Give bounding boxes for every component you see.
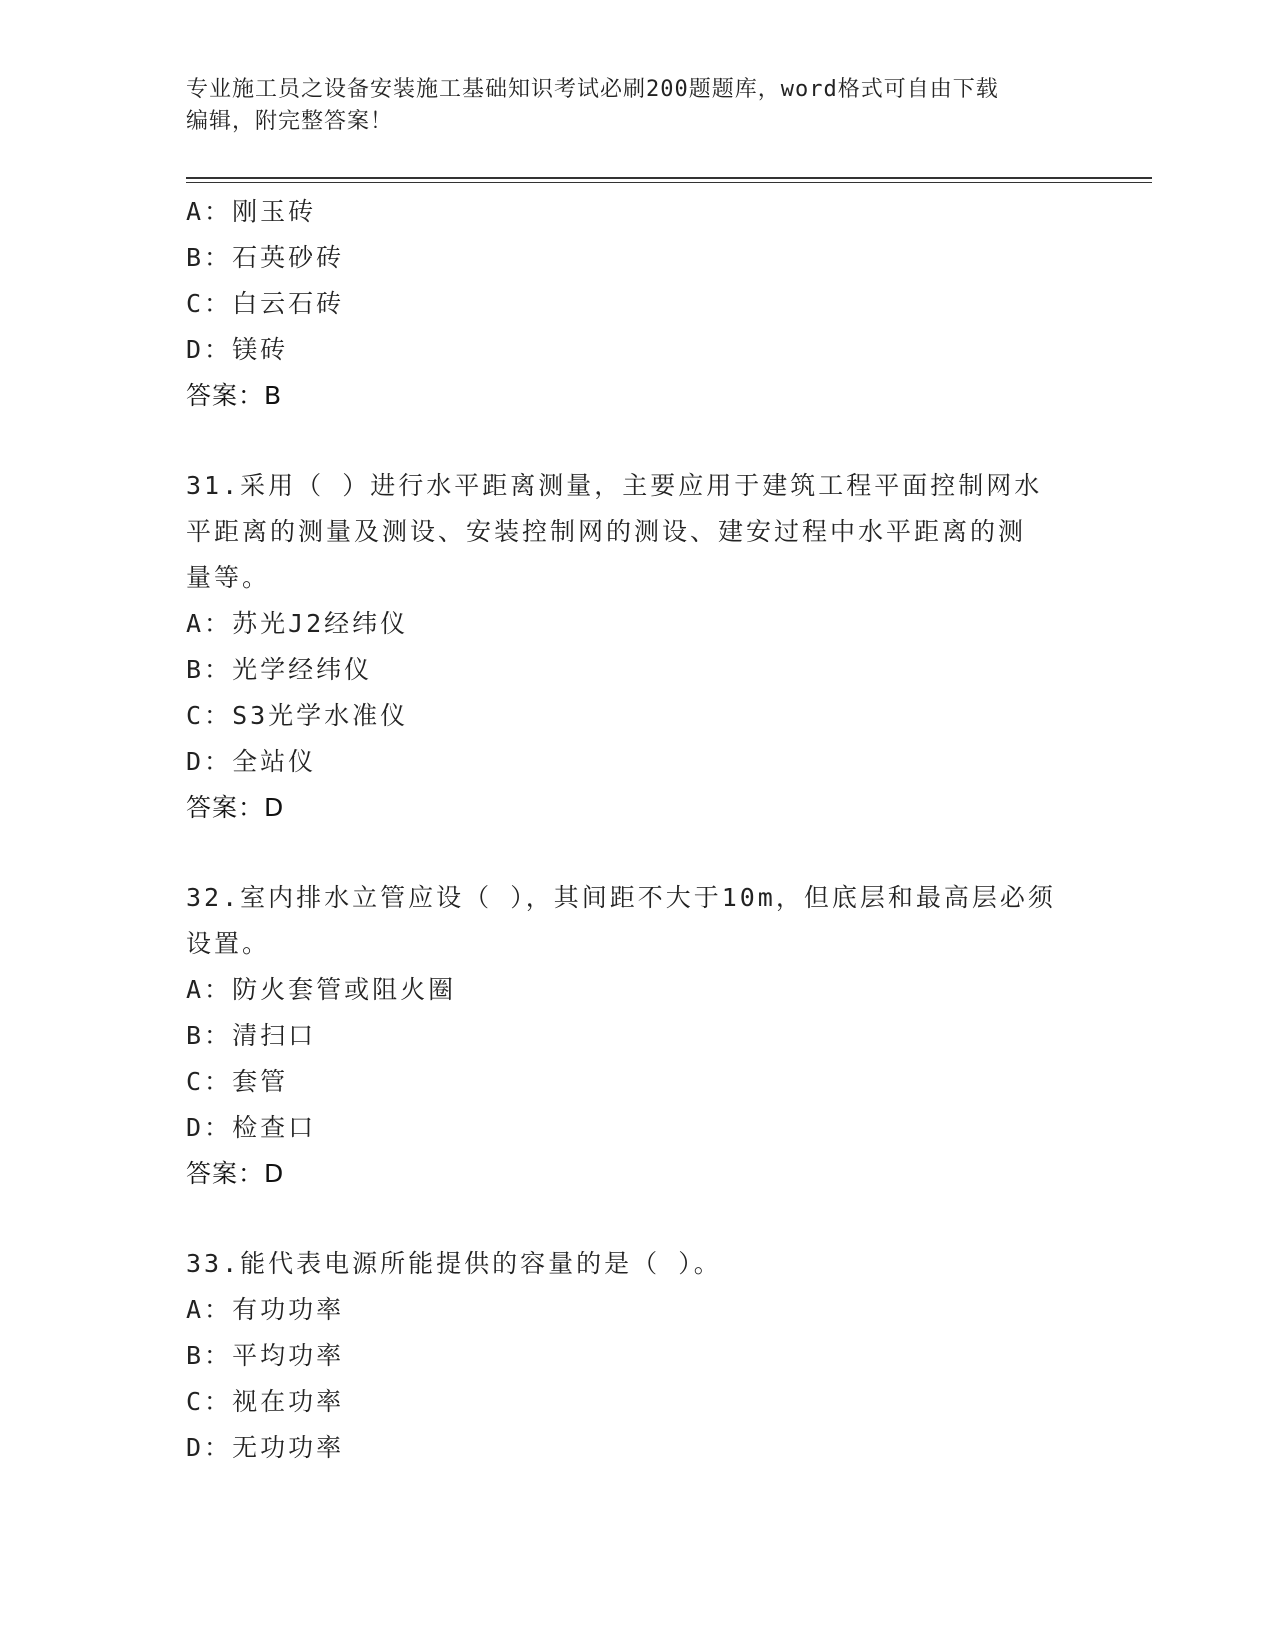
option-label: A： — [186, 609, 233, 638]
option-label: C： — [186, 701, 233, 730]
stem-line: 31.采用（ ）进行水平距离测量，主要应用于建筑工程平面控制网水 — [186, 471, 1043, 500]
option-text: 白云石砖 — [232, 289, 345, 318]
header-divider-thick — [186, 177, 1152, 179]
option-c — [186, 1059, 1086, 1105]
option-c — [186, 693, 1086, 739]
option-text: 苏光J2经纬仪 — [232, 609, 409, 638]
option-d — [186, 1425, 1086, 1471]
option-text: 无功功率 — [232, 1433, 345, 1462]
option-b — [186, 647, 1086, 693]
option-text: S3光学水准仪 — [232, 701, 409, 730]
stem-line: 设置。 — [186, 929, 271, 958]
option-a — [186, 601, 1086, 647]
option-text: 清扫口 — [232, 1021, 317, 1050]
option-b — [186, 1333, 1086, 1379]
header-divider-thin — [186, 182, 1152, 183]
option-label: D： — [186, 1113, 233, 1142]
option-text: 套管 — [232, 1067, 289, 1096]
option-text: 视在功率 — [232, 1387, 345, 1416]
option-a — [186, 189, 1086, 235]
option-label: C： — [186, 1387, 233, 1416]
option-label: B： — [186, 1021, 233, 1050]
option-text: 平均功率 — [232, 1341, 345, 1370]
option-label: C： — [186, 1067, 233, 1096]
question-block-33 — [186, 1241, 1086, 1471]
option-label: D： — [186, 747, 233, 776]
option-c — [186, 1379, 1086, 1425]
option-label: D： — [186, 1433, 233, 1462]
option-c — [186, 281, 1086, 327]
option-text: 全站仪 — [232, 747, 317, 776]
option-label: C： — [186, 289, 233, 318]
option-text: 镁砖 — [232, 335, 289, 364]
option-label: B： — [186, 243, 233, 272]
option-a — [186, 967, 1086, 1013]
question-block-31 — [186, 463, 1086, 831]
option-text: 检查口 — [232, 1113, 317, 1142]
question-stem — [186, 1241, 1086, 1287]
answer-line: 答案：B — [186, 381, 283, 410]
option-text: 防火套管或阻火圈 — [232, 975, 457, 1004]
option-label: B： — [186, 1341, 233, 1370]
stem-line: 33.能代表电源所能提供的容量的是（ ）。 — [186, 1249, 722, 1278]
option-label: A： — [186, 975, 233, 1004]
option-b — [186, 1013, 1086, 1059]
option-label: D： — [186, 335, 233, 364]
answer-line: 答案：D — [186, 1159, 285, 1188]
option-text: 刚玉砖 — [232, 197, 317, 226]
question-stem — [186, 875, 1086, 967]
option-text: 有功功率 — [232, 1295, 345, 1324]
question-block-32 — [186, 875, 1086, 1197]
question-stem — [186, 463, 1086, 601]
stem-line: 平距离的测量及测设、安装控制网的测设、建安过程中水平距离的测 — [186, 517, 1027, 546]
option-text: 光学经纬仪 — [232, 655, 373, 684]
answer-line: 答案：D — [186, 793, 285, 822]
document-header — [186, 74, 1086, 138]
option-text: 石英砂砖 — [232, 243, 345, 272]
question-block-prev — [186, 189, 1086, 419]
option-b — [186, 235, 1086, 281]
option-a — [186, 1287, 1086, 1333]
header-line-2: 编辑，附完整答案！ — [186, 109, 394, 134]
option-d — [186, 327, 1086, 373]
option-label: A： — [186, 197, 233, 226]
header-line-1: 专业施工员之设备安装施工基础知识考试必刷200题题库，word格式可自由下载 — [186, 77, 999, 102]
stem-line: 32.室内排水立管应设（ ），其间距不大于10m，但底层和最高层必须 — [186, 883, 1056, 912]
option-d — [186, 739, 1086, 785]
question-list — [186, 189, 1086, 1471]
option-d — [186, 1105, 1086, 1151]
option-label: A： — [186, 1295, 233, 1324]
option-label: B： — [186, 655, 233, 684]
stem-line: 量等。 — [186, 563, 271, 592]
